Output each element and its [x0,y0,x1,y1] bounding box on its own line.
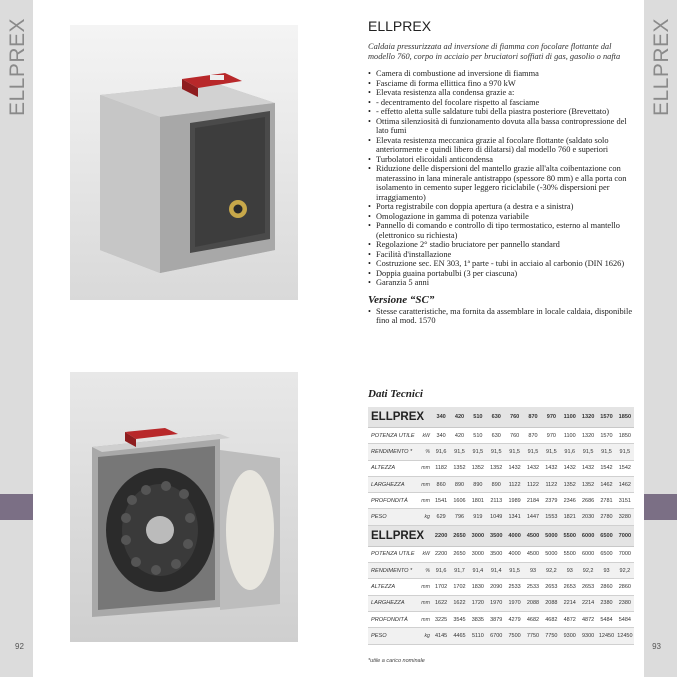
table-cell: 2533 [526,584,540,591]
model-header: 2650 [453,532,466,539]
technical-data-title: Dati Tecnici [368,388,423,400]
table-cell: 1622 [453,600,466,607]
feature-item: • Costruzione sec. EN 303, 1ª parte - tubi in acciaio al carbonio (DIN 1626) [368,259,634,269]
table-cell: 4872 [582,616,595,623]
feature-subitem: • - effetto aletta sulle saldature tubi della piastra posteriore (Brevettato) [368,107,634,117]
row-unit: mm [421,465,430,472]
table-cell: 3500 [490,551,503,558]
table-cell: 91,5 [509,567,520,574]
table-cell: 6000 [582,551,595,558]
table-cell: 1432 [508,465,521,472]
feature-item: • Omologazione in gamma di potenza variabile [368,212,634,222]
row-unit: mm [421,497,430,504]
table-cell: 5500 [563,551,576,558]
table-cell: 6700 [490,632,503,639]
row-label: LARGHEZZA [371,481,405,488]
table-cell: 2380 [600,600,613,607]
table-cell: 1352 [471,465,484,472]
table-cell: 890 [491,481,501,488]
table-row [368,547,634,563]
model-header: 4500 [526,532,540,539]
feature-item: • Garanzia 5 anni [368,278,634,288]
table-cell: 3000 [471,551,484,558]
model-header: 340 [436,414,446,420]
table-cell: 3280 [618,514,631,521]
row-unit: % [425,567,430,574]
version-sc-title: Versione “SC” [368,293,435,306]
table-cell: 91,5 [472,448,484,455]
table-cell: 1432 [526,465,540,472]
table-cell: 92,2 [546,567,557,574]
table-cell: 2113 [490,497,503,504]
table-cell: 3545 [453,616,466,623]
table-cell: 93 [603,567,610,574]
table-cell: 7000 [618,551,631,558]
model-header: 1100 [563,414,576,420]
table-cell: 1462 [618,481,631,488]
table-cell: 93 [529,567,537,574]
table-cell: 1432 [563,465,576,472]
table-cell: 9300 [563,632,576,639]
table-cell: 1702 [453,584,466,591]
table-cell: 1432 [545,465,558,472]
table-cell: 9300 [582,632,595,639]
row-label: POTENZA UTILE [371,432,415,439]
table-cell: 1970 [490,600,503,607]
table-cell: 4145 [435,632,448,639]
table-cell: 1352 [453,465,466,472]
table-cell: 91,5 [509,448,520,455]
table-cell: 2860 [600,584,613,591]
table-cell: 4465 [453,632,466,639]
table-brand: ELLPREX [371,529,425,542]
left-sidebar-brand-text: ELLPREX [5,17,29,116]
model-header: 510 [473,414,483,420]
model-header: 970 [546,414,557,420]
row-label: LARGHEZZA [371,600,405,607]
table-cell: 2653 [545,584,558,591]
table-cell: 93 [566,567,573,574]
table-cell: 2780 [600,514,613,521]
table-cell: 1541 [435,497,448,504]
table-cell: 1702 [435,584,448,591]
table-cell: 1100 [563,432,576,439]
table-cell: 92,2 [582,567,594,574]
table-cell: 2860 [618,584,631,591]
table-cell: 5484 [618,616,631,623]
row-label: PROFONDITÀ [371,497,408,504]
model-header: 630 [491,414,501,420]
table-cell: 3151 [618,497,631,504]
table-cell: 1182 [435,465,448,472]
model-header: 1850 [618,414,632,420]
product-description [368,18,634,326]
row-unit: kg [424,632,430,639]
table-cell: 1122 [545,481,558,488]
table-cell: 2090 [490,584,503,591]
table-cell: 2200 [435,551,448,558]
table-cell: 2214 [582,600,595,607]
row-label: PROFONDITÀ [371,616,408,623]
feature-list [368,69,634,288]
table-cell: 1821 [563,514,576,521]
table-cell: 1352 [490,465,503,472]
table-cell: 2686 [582,497,595,504]
boiler-open-illustration [70,372,298,642]
left-sidebar-brand [0,8,33,118]
table-cell: 4279 [508,616,521,623]
right-sidebar-band [644,494,677,520]
page-number-left: 92 [15,642,24,651]
row-unit: mm [421,600,430,607]
table-row [368,477,634,493]
table-cell: 1462 [600,481,613,488]
product-intro: Caldaia pressurizzata ad inversione di fiamma con focolare flottante dal modello 760, corpo in acciaio per bruciatori soffiati di gas, gasolio o nafta [368,42,621,61]
table-cell: 7500 [508,632,521,639]
model-header: 1570 [600,414,613,420]
table-cell: 2380 [618,600,631,607]
table-cell: 2214 [563,600,576,607]
table-cell: 1720 [471,600,484,607]
technical-data-table [368,407,634,645]
table-row [368,461,634,477]
table-cell: 5000 [545,551,558,558]
boiler-photo-open [70,372,298,642]
table-cell: 510 [473,432,483,439]
table-cell: 12450 [617,632,633,639]
table-cell: 2650 [453,551,466,558]
model-header: 4000 [508,532,521,539]
table-cell: 1352 [563,481,576,488]
table-cell: 890 [454,481,465,488]
table-cell: 3879 [490,616,503,623]
table-cell: 4500 [526,551,540,558]
table-row [368,579,634,595]
table-cell: 91,6 [435,567,447,574]
table-cell: 7750 [545,632,558,639]
row-unit: mm [421,584,430,591]
table-cell: 7750 [526,632,540,639]
feature-subitem: • - decentramento del focolare rispetto al fasciame [368,98,634,108]
table-cell: 1622 [435,600,448,607]
feature-item: • Riduzione delle dispersioni del mantello grazie all'alta coibentazione con materassino in lana minerale antistrappo (spessore 80 mm) e alla porta con isolamento in cemento super leggero riciclabile (-30% dispersioni per irraggiamento) [368,164,634,202]
table-row [368,563,634,579]
table-cell: 1850 [618,432,631,439]
table-cell: 91,5 [546,448,557,455]
table-cell: 91,4 [472,567,484,574]
table-cell: 1542 [600,465,613,472]
row-unit: % [425,448,430,455]
row-label: PESO [371,514,387,521]
table-cell: 3835 [471,616,484,623]
table-cell: 919 [473,514,483,521]
feature-item: • Pannello di comando e controllo di tipo termostatico, esterno al mantello (elettronico su richiesta) [368,221,634,240]
table-cell: 1432 [582,465,595,472]
row-label: RENDIMENTO * [371,567,413,574]
row-unit: mm [421,616,430,623]
table-cell: 91,5 [454,448,465,455]
table-row [368,493,634,509]
table-cell: 796 [454,514,465,521]
left-sidebar-band [0,494,33,520]
right-sidebar-brand-text: ELLPREX [649,17,673,116]
model-header: 7000 [618,532,632,539]
table-cell: 1447 [526,514,540,521]
page-number-right: 93 [652,642,661,651]
table-cell: 5110 [471,632,484,639]
table-cell: 1553 [545,514,558,521]
row-label: PESO [371,632,387,639]
feature-item: • Elevata resistenza alla condensa grazie a: [368,88,634,98]
table-cell: 1341 [508,514,521,521]
table-cell: 3225 [435,616,448,623]
table-cell: 760 [510,432,520,439]
row-unit: mm [421,481,430,488]
left-sidebar [0,0,33,677]
model-header: 760 [509,414,520,420]
model-header: 6000 [581,532,595,539]
table-cell: 91,5 [582,448,594,455]
feature-item: • Camera di combustione ad inversione di fiamma [368,69,634,79]
table-cell: 4682 [545,616,558,623]
table-cell: 91,5 [490,448,502,455]
row-label: RENDIMENTO * [371,448,413,455]
table-cell: 1801 [471,497,484,504]
feature-item: • Facilità d'installazione [368,250,634,260]
model-header: 420 [454,414,465,420]
version-feature-list [368,307,634,326]
table-cell: 5484 [600,616,613,623]
table-cell: 870 [528,432,538,439]
model-header: 5500 [563,532,576,539]
table-cell: 420 [454,432,465,439]
table-cell: 630 [491,432,501,439]
table-cell: 6500 [600,551,613,558]
row-label: POTENZA UTILE [371,551,415,558]
table-cell: 970 [546,432,556,439]
table-cell: 12450 [598,632,615,639]
row-label: ALTEZZA [371,584,396,591]
table-row [368,596,634,612]
feature-item: • Doppia guaina portabulbi (3 per ciascuna) [368,269,634,279]
table-cell: 91,4 [490,567,502,574]
table-cell: 92,2 [619,567,631,574]
table-cell: 91,5 [601,448,612,455]
feature-item: • Fasciame di forma ellittica fino a 970 kW [368,79,634,89]
table-cell: 1570 [600,432,613,439]
table-cell: 2653 [563,584,576,591]
row-label: ALTEZZA [371,465,396,472]
table-header-row [368,526,634,547]
table-header-row [368,407,634,428]
feature-item: • Porta registrabile con doppia apertura (a destra e a sinistra) [368,202,634,212]
table-cell: 340 [436,432,446,439]
table-cell: 91,6 [564,448,576,455]
table-cell: 1830 [471,584,484,591]
model-header: 3000 [471,532,485,539]
table-cell: 1970 [508,600,521,607]
table-cell: 2184 [526,497,540,504]
right-sidebar [644,0,677,677]
feature-item: • Ottima silenziosità di funzionamento dovuta alla bassa contropressione del lato fumi [368,117,634,136]
table-cell: 2088 [545,600,558,607]
product-title: ELLPREX [368,18,432,34]
table-cell: 860 [436,481,446,488]
table-cell: 1606 [453,497,466,504]
table-row [368,509,634,525]
table-cell: 2379 [545,497,558,504]
row-unit: kW [422,432,430,439]
table-cell: 91,6 [435,448,447,455]
table-cell: 2030 [582,514,595,521]
table-cell: 1122 [527,481,539,488]
table-cell: 1542 [618,465,631,472]
boiler-photo-closed [70,25,298,300]
row-unit: kg [424,514,430,521]
table-cell: 1352 [582,481,595,488]
table-cell: 2781 [600,497,613,504]
feature-item: • Regolazione 2° stadio bruciatore per pannello standard [368,240,634,250]
table-cell: 2346 [563,497,576,504]
table-cell: 91,7 [454,567,465,574]
feature-item: • Turbolatori elicoidali anticondensa [368,155,634,165]
table-cell: 91,5 [619,448,631,455]
table-row [368,628,634,644]
model-header: 3500 [490,532,503,539]
model-header: 870 [528,414,538,420]
model-header: 6500 [600,532,613,539]
feature-item: • Elevata resistenza meccanica grazie al focolare flottante (saldato solo anteriormente e quindi libero di dilatarsi) dal modello 760 e superiori [368,136,634,155]
table-cell: 91,5 [527,448,539,455]
table-brand: ELLPREX [371,411,425,423]
table-cell: 4682 [526,616,540,623]
table-cell: 2533 [508,584,521,591]
table-cell: 4000 [508,551,521,558]
table-row [368,444,634,460]
table-row [368,612,634,628]
boiler-closed-illustration [70,25,298,300]
table-cell: 890 [473,481,483,488]
table-cell: 1049 [490,514,503,521]
table-cell: 2653 [582,584,595,591]
table-cell: 4872 [563,616,576,623]
row-unit: kW [422,551,430,558]
right-sidebar-brand [644,8,677,118]
version-feature-item: • Stesse caratteristiche, ma fornita da assemblare in locale caldaia, disponibile fino al mod. 1570 [368,307,634,326]
model-header: 2200 [434,532,448,539]
model-header: 5000 [545,532,558,539]
table-cell: 1320 [582,432,595,439]
table-cell: 629 [436,514,446,521]
table-row [368,428,634,444]
table-cell: 2088 [526,600,540,607]
table-footnote: *utile a carico nominale [368,658,425,664]
table-cell: 1122 [508,481,521,488]
table-cell: 1989 [508,497,521,504]
model-header: 1320 [581,414,595,420]
